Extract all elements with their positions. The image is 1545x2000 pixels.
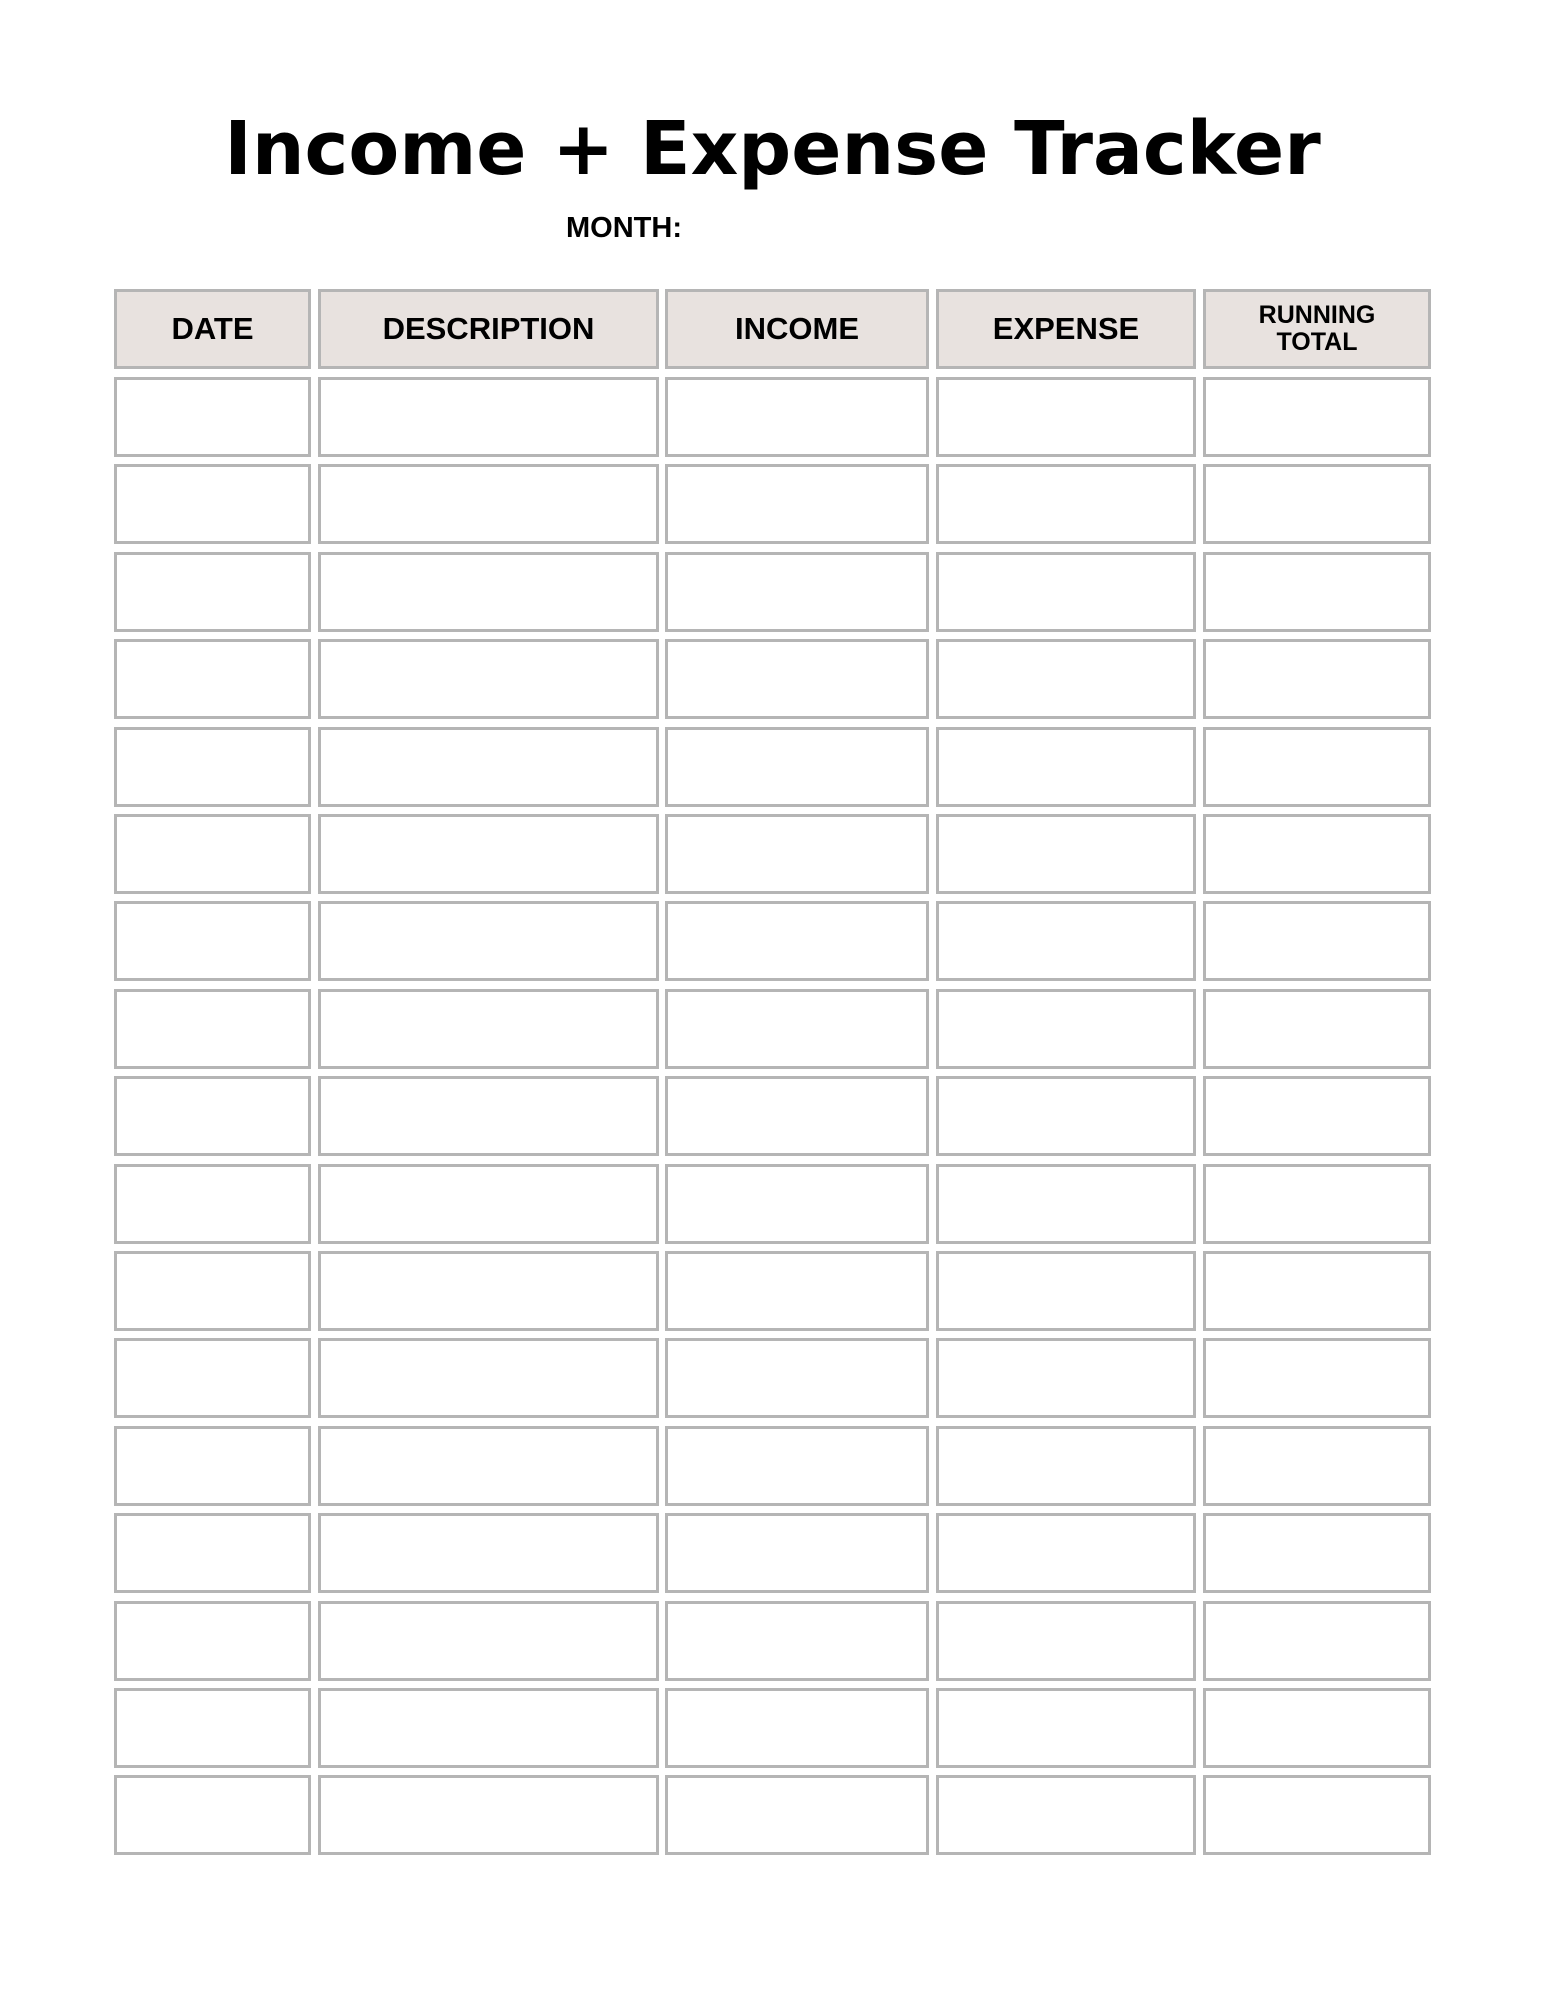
column-header-label: DATE — [171, 311, 254, 346]
cell-expense[interactable] — [936, 1426, 1196, 1506]
column-header-label: RUNNING TOTAL — [1258, 301, 1376, 356]
cell-expense[interactable] — [936, 1688, 1196, 1768]
cell-date[interactable] — [114, 1164, 311, 1244]
cell-expense[interactable] — [936, 639, 1196, 719]
cell-expense[interactable] — [936, 901, 1196, 981]
cell-date[interactable] — [114, 1601, 311, 1681]
cell-description[interactable] — [318, 1775, 659, 1855]
column-header-date — [114, 289, 311, 369]
month-label: MONTH: — [566, 212, 682, 244]
cell-income[interactable] — [665, 1251, 929, 1331]
month-field — [566, 211, 992, 245]
cell-expense[interactable] — [936, 727, 1196, 807]
cell-description[interactable] — [318, 901, 659, 981]
cell-description[interactable] — [318, 989, 659, 1069]
cell-description[interactable] — [318, 464, 659, 544]
cell-date[interactable] — [114, 1076, 311, 1156]
cell-description[interactable] — [318, 552, 659, 632]
cell-income[interactable] — [665, 1775, 929, 1855]
cell-description[interactable] — [318, 814, 659, 894]
column-header-expense — [936, 289, 1196, 369]
cell-running-total[interactable] — [1203, 1251, 1431, 1331]
cell-running-total[interactable] — [1203, 814, 1431, 894]
cell-income[interactable] — [665, 727, 929, 807]
cell-description[interactable] — [318, 1164, 659, 1244]
cell-expense[interactable] — [936, 1164, 1196, 1244]
column-header-description — [318, 289, 659, 369]
cell-date[interactable] — [114, 639, 311, 719]
cell-date[interactable] — [114, 1426, 311, 1506]
cell-running-total[interactable] — [1203, 377, 1431, 457]
cell-income[interactable] — [665, 464, 929, 544]
cell-income[interactable] — [665, 1601, 929, 1681]
cell-income[interactable] — [665, 1513, 929, 1593]
cell-description[interactable] — [318, 639, 659, 719]
cell-expense[interactable] — [936, 814, 1196, 894]
cell-running-total[interactable] — [1203, 1164, 1431, 1244]
cell-expense[interactable] — [936, 1338, 1196, 1418]
cell-date[interactable] — [114, 377, 311, 457]
cell-running-total[interactable] — [1203, 727, 1431, 807]
cell-expense[interactable] — [936, 1601, 1196, 1681]
cell-income[interactable] — [665, 552, 929, 632]
cell-description[interactable] — [318, 727, 659, 807]
cell-description[interactable] — [318, 1513, 659, 1593]
column-header-label: EXPENSE — [992, 311, 1140, 346]
cell-description[interactable] — [318, 1076, 659, 1156]
cell-date[interactable] — [114, 727, 311, 807]
cell-description[interactable] — [318, 1601, 659, 1681]
cell-date[interactable] — [114, 464, 311, 544]
cell-running-total[interactable] — [1203, 639, 1431, 719]
cell-running-total[interactable] — [1203, 1076, 1431, 1156]
column-header-label: DESCRIPTION — [382, 311, 595, 346]
cell-running-total[interactable] — [1203, 552, 1431, 632]
cell-running-total[interactable] — [1203, 1688, 1431, 1768]
cell-income[interactable] — [665, 1076, 929, 1156]
cell-running-total[interactable] — [1203, 1601, 1431, 1681]
cell-running-total[interactable] — [1203, 901, 1431, 981]
cell-description[interactable] — [318, 1251, 659, 1331]
cell-running-total[interactable] — [1203, 464, 1431, 544]
cell-description[interactable] — [318, 1426, 659, 1506]
cell-date[interactable] — [114, 814, 311, 894]
cell-date[interactable] — [114, 552, 311, 632]
cell-date[interactable] — [114, 989, 311, 1069]
column-header-label: INCOME — [735, 311, 859, 346]
cell-income[interactable] — [665, 814, 929, 894]
cell-running-total[interactable] — [1203, 1513, 1431, 1593]
cell-expense[interactable] — [936, 552, 1196, 632]
cell-date[interactable] — [114, 1338, 311, 1418]
cell-running-total[interactable] — [1203, 1426, 1431, 1506]
cell-income[interactable] — [665, 1164, 929, 1244]
cell-income[interactable] — [665, 1426, 929, 1506]
cell-date[interactable] — [114, 1513, 311, 1593]
cell-date[interactable] — [114, 1688, 311, 1768]
cell-description[interactable] — [318, 1688, 659, 1768]
cell-income[interactable] — [665, 1338, 929, 1418]
cell-income[interactable] — [665, 901, 929, 981]
cell-expense[interactable] — [936, 989, 1196, 1069]
column-header-running-total — [1203, 289, 1431, 369]
cell-date[interactable] — [114, 901, 311, 981]
cell-date[interactable] — [114, 1775, 311, 1855]
cell-expense[interactable] — [936, 1775, 1196, 1855]
column-header-income — [665, 289, 929, 369]
cell-income[interactable] — [665, 639, 929, 719]
page-title: Income + Expense Tracker — [224, 106, 1321, 192]
cell-expense[interactable] — [936, 1251, 1196, 1331]
cell-income[interactable] — [665, 1688, 929, 1768]
cell-expense[interactable] — [936, 377, 1196, 457]
cell-income[interactable] — [665, 377, 929, 457]
cell-date[interactable] — [114, 1251, 311, 1331]
cell-running-total[interactable] — [1203, 1775, 1431, 1855]
cell-description[interactable] — [318, 1338, 659, 1418]
cell-expense[interactable] — [936, 1513, 1196, 1593]
cell-description[interactable] — [318, 377, 659, 457]
cell-running-total[interactable] — [1203, 989, 1431, 1069]
cell-income[interactable] — [665, 989, 929, 1069]
cell-running-total[interactable] — [1203, 1338, 1431, 1418]
cell-expense[interactable] — [936, 1076, 1196, 1156]
cell-expense[interactable] — [936, 464, 1196, 544]
